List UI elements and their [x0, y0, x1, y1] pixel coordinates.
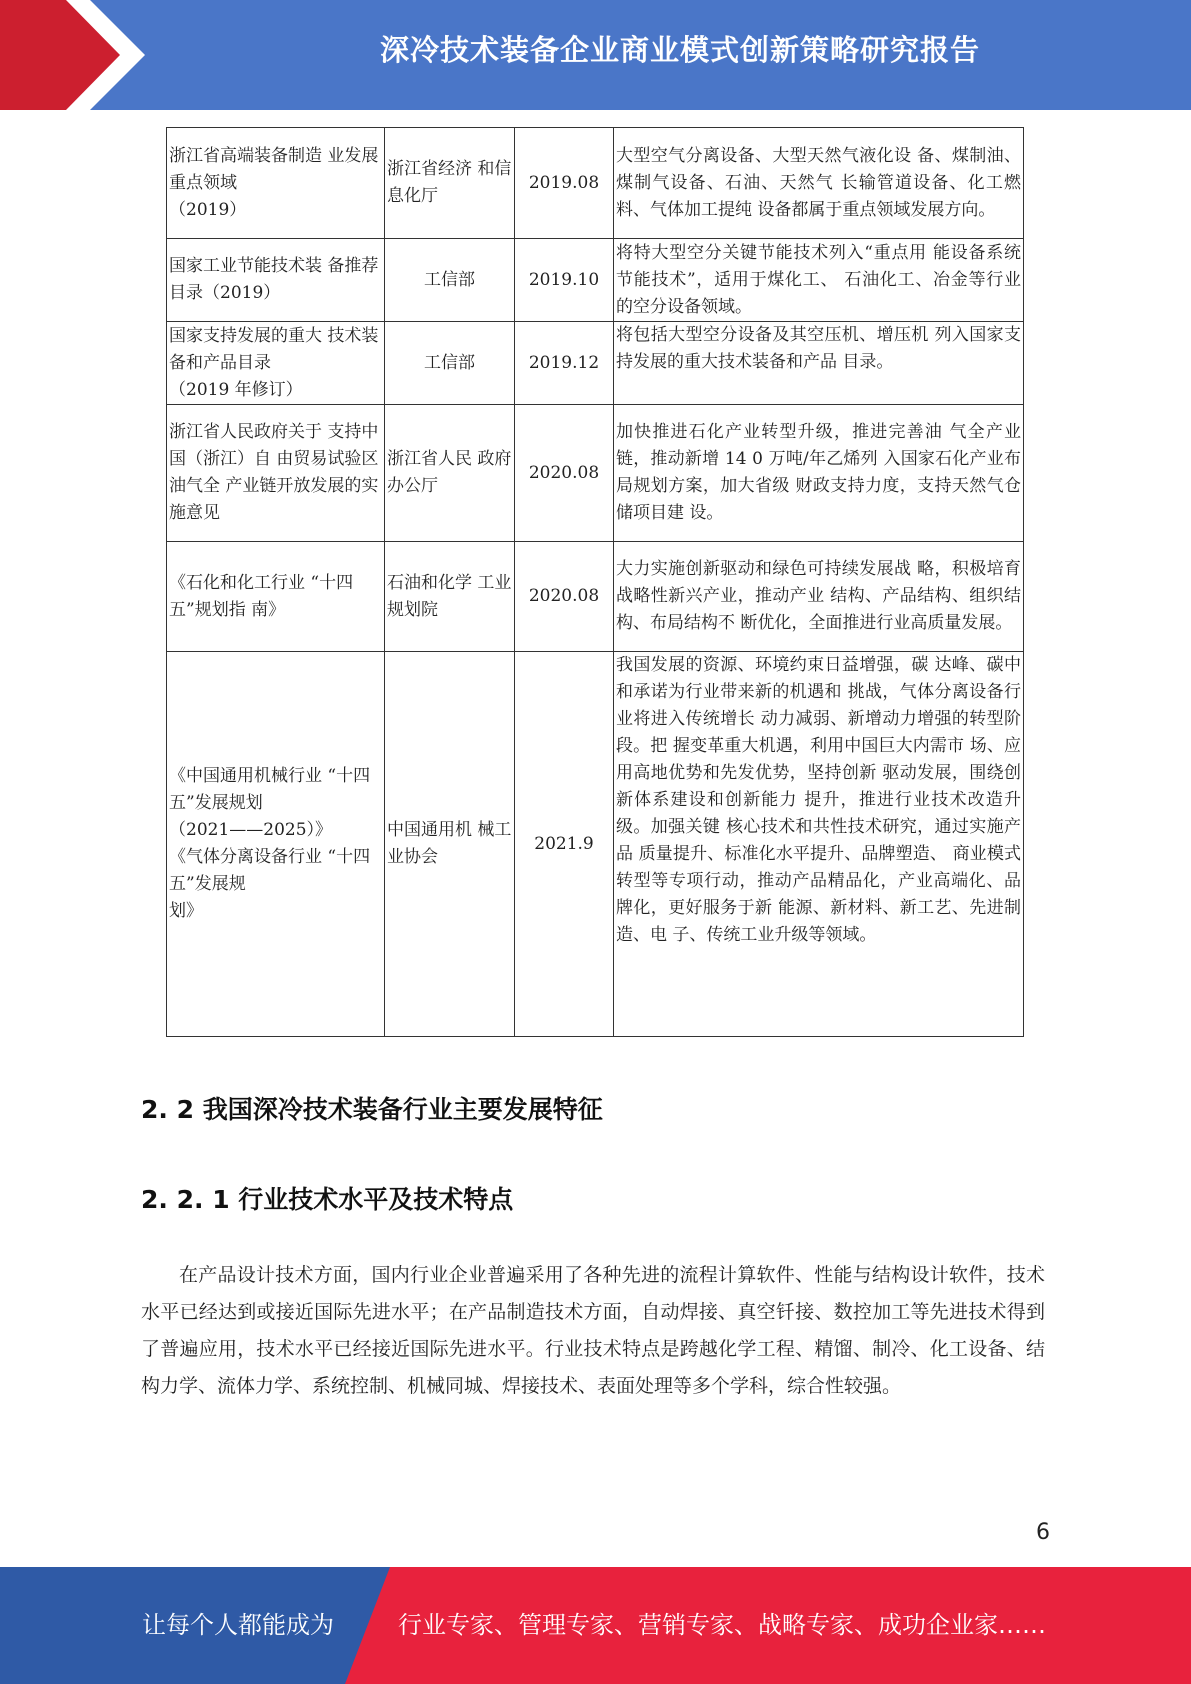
date-cell [515, 542, 614, 652]
issue-date: 2021.9 [534, 833, 594, 854]
issuer-cell [385, 128, 515, 239]
policy-name-cell [167, 542, 385, 652]
policy-name-cell [167, 405, 385, 542]
policy-name: 《石化和化工行业 “十四五”规划指 南》 [169, 572, 354, 620]
page-number: 6 [1036, 1520, 1050, 1545]
table-row [167, 542, 1024, 652]
date-cell [515, 128, 614, 239]
body-paragraph: 在产品设计技术方面，国内行业企业普遍采用了各种先进的流程计算软件、性能与结构设计软件，技术水平已经达到或接近国际先进水平；在产品制造技术方面，自动焊接、真空钎接、数控加工等先进技术得到了普遍应用，技术水平已经接近国际先进水平。行业技术特点是跨越化学工程、精馏、制冷、化工设备、结构力学、流体力学、系统控制、机械同城、焊接技术、表面处理等多个学科，综合性较强。 [141, 1264, 1045, 1397]
section-heading-2-2: 2. 2 我国深冷技术装备行业主要发展特征 [141, 1095, 603, 1124]
policy-name-cell [167, 128, 385, 239]
table-row [167, 652, 1024, 1037]
date-cell [515, 405, 614, 542]
policy-name: 《中国通用机械行业 “十四五”发展规划 （2021——2025）》 《气体分离设备行业 “十四五”发展规 划》 [169, 766, 371, 921]
issuer: 石油和化学 工业规划院 [387, 572, 512, 620]
section-heading-2-2-1: 2. 2. 1 行业技术水平及技术特点 [141, 1185, 514, 1214]
issuer-cell [385, 652, 515, 1037]
table-row [167, 128, 1024, 239]
issue-date: 2020.08 [528, 462, 600, 483]
policy-name-cell [167, 652, 385, 1037]
description-cell [614, 405, 1024, 542]
policy-name-cell [167, 322, 385, 405]
report-title: 深冷技术装备企业商业模式创新策略研究报告 [379, 33, 980, 67]
page-header [0, 0, 1191, 110]
policy-description: 大力实施创新驱动和绿色可持续发展战 略，积极培育战略性新兴产业，推动产业 结构、产品结构、组织结构、布局结构不 断优化，全面推进行业高质量发展。 [616, 559, 1021, 633]
issue-date: 2019.08 [528, 172, 600, 193]
table-row [167, 322, 1024, 405]
description-cell [614, 239, 1024, 322]
policy-name-cell [167, 239, 385, 322]
policy-description: 大型空气分离设备、大型天然气液化设 备、煤制油、煤制气设备、石油、天然气 长输管道设备、化工燃料、气体加工提纯 设备都属于重点领域发展方向。 [616, 145, 1021, 220]
issue-date: 2019.10 [528, 269, 600, 290]
policy-description: 我国发展的资源、环境约束日益增强，碳 达峰、碳中和承诺为行业带来新的机遇和 挑战，气体分离设备行业将进入传统增长 动力减弱、新增动力增强的转型阶段。把 握变革重大机遇，利用中国巨大内需市 场、应用高地优势和先发优势，坚持创新 驱动发展，围绕创新体系建设和创新能力 提升，推进行业技术改造升级。加强关键 核心技术和共性技术研究，通过实施产品 质量提升、标准化水平提升、品牌塑造、 商业模式转型等专项行动，推动产品精品化，产业高端化、品牌化，更好服务于新 能源、新材料、新工艺、先进制造、电 子、传统工业升级等领域。 [616, 655, 1021, 945]
date-cell [515, 322, 614, 405]
description-cell [614, 322, 1024, 405]
page-footer [0, 1567, 1191, 1684]
table-row [167, 239, 1024, 322]
issuer: 工信部 [424, 269, 475, 290]
policy-name: 浙江省高端装备制造 业发展重点领域 （2019） [169, 145, 379, 220]
issuer: 工信部 [424, 352, 475, 373]
date-cell [515, 239, 614, 322]
table-row [167, 405, 1024, 542]
description-cell [614, 652, 1024, 1037]
issuer-cell [385, 405, 515, 542]
footer-slogan-left: 让每个人都能成为 [142, 1611, 334, 1639]
description-cell [614, 128, 1024, 239]
header-red-chevron-icon [0, 0, 150, 110]
issuer-cell [385, 322, 515, 405]
issue-date: 2020.08 [528, 586, 600, 606]
description-cell [614, 542, 1024, 652]
date-cell [515, 652, 614, 1037]
issuer: 浙江省经济 和信息化厅 [387, 159, 512, 206]
policy-table [166, 127, 1024, 1037]
policy-description: 加快推进石化产业转型升级，推进完善油 气全产业链，推动新增 14 0 万吨/年乙烯列 入国家石化产业布局规划方案，加大省级 财政支持力度，支持天然气仓储项目建 设。 [616, 422, 1021, 523]
policy-description: 将包括大型空分设备及其空压机、增压机 列入国家支持发展的重大技术装备和产品 目录。 [616, 325, 1021, 372]
policy-name: 国家支持发展的重大 技术装备和产品目录 （2019 年修订） [169, 325, 379, 400]
issuer-cell [385, 542, 515, 652]
footer-slogan-right: 行业专家、管理专家、营销专家、战略专家、成功企业家…… [398, 1611, 1046, 1639]
policy-name: 国家工业节能技术装 备推荐目录（2019） [169, 256, 379, 303]
issuer-cell [385, 239, 515, 322]
issue-date: 2019.12 [528, 352, 600, 373]
policy-description: 将特大型空分关键节能技术列入“重点用 能设备系统节能技术”，适用于煤化工、 石油化工、冶金等行业的空分设备领域。 [616, 242, 1021, 317]
issuer: 中国通用机 械工业协会 [387, 820, 512, 867]
issuer: 浙江省人民 政府办公厅 [387, 449, 512, 496]
policy-name: 浙江省人民政府关于 支持中国（浙江）自 由贸易试验区油气全 产业链开放发展的实 施意见 [169, 422, 379, 523]
